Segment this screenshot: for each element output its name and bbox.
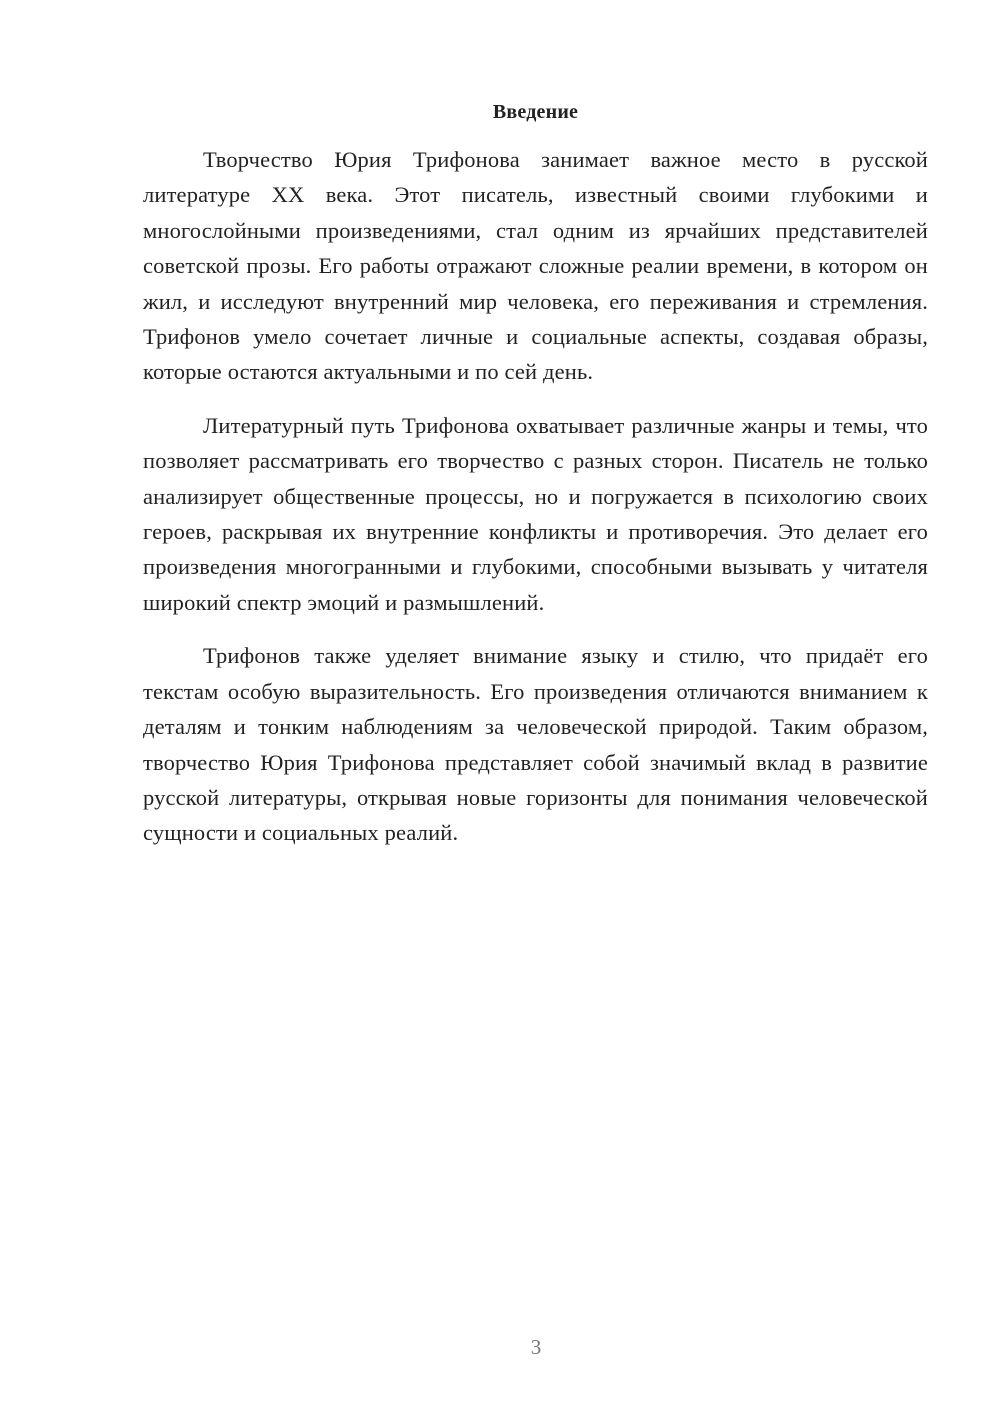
paragraph-3: Трифонов также уделяет внимание языку и стилю, что придаёт его текстам особую выразительность. Его произведения отличаются вниманием к деталям и тонким наблюдениям за человеческой природой. Таким образом, творчество Юрия Трифонова представляет собой значимый вклад в развитие русской литературы, открывая новые горизонты для понимания человеческой сущности и социальных реалий. <box>143 643 928 846</box>
section-heading: Введение <box>492 101 579 123</box>
page-number: 3 <box>530 1335 542 1359</box>
paragraph-2: Литературный путь Трифонова охватывает различные жанры и темы, что позволяет рассматривать его творчество с разных сторон. Писатель не только анализирует общественные процессы, но и погружается в психологию своих героев, раскрывая их внутренние конфликты и противоречия. Это делает его произведения многогранными и глубокими, способными вызывать у читателя широкий спектр эмоций и размышлений. <box>143 412 928 615</box>
page-content <box>143 98 928 869</box>
paragraph-1: Творчество Юрия Трифонова занимает важное место в русской литературе XX века. Этот писатель, известный своими глубокими и многослойными произведениями, стал одним из ярчайших представителей советской прозы. Его работы отражают сложные реалии времени, в котором он жил, и исследуют внутренний мир человека, его переживания и стремления. Трифонов умело сочетает личные и социальные аспекты, создавая образы, которые остаются актуальными и по сей день. <box>143 147 928 385</box>
